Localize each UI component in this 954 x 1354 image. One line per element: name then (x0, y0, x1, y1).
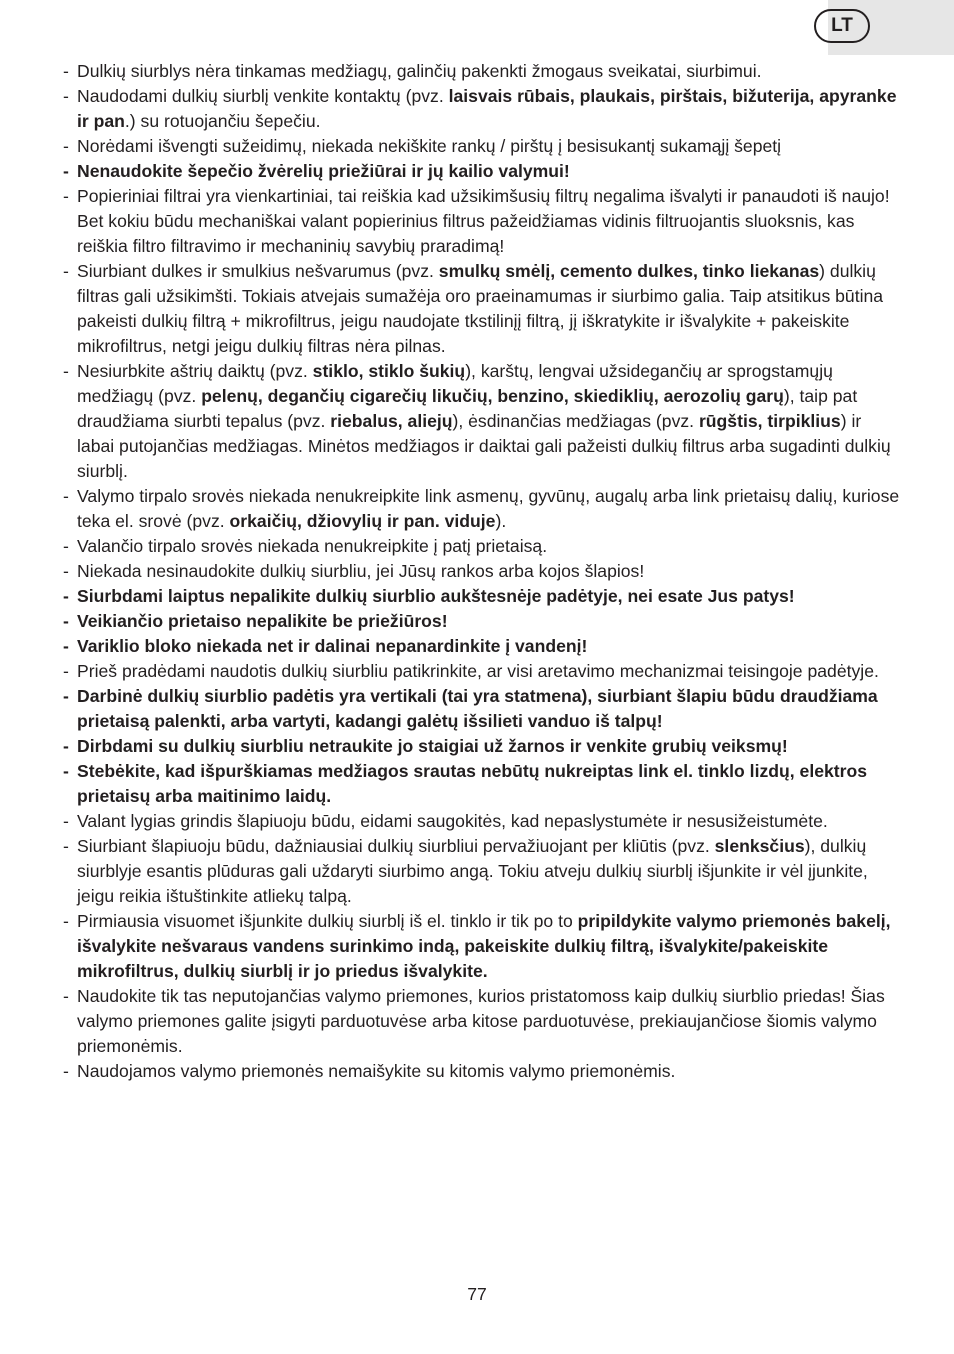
text-segment: Siurbiant dulkes ir smulkius nešvarumus (pvz. (77, 261, 439, 281)
bold-text: orkaičių, džiovylių ir pan. viduje (229, 511, 496, 531)
bold-text: slenksčius (714, 836, 805, 856)
text-segment: ) ir labai putojančias medžiagas. Minėtos medžiagos ir daiktai gali pažeisti dulkių filtrus arba sugadinti dulkių siurblį. (77, 411, 891, 481)
list-dash: - (63, 261, 69, 281)
list-dash: - (63, 761, 69, 781)
bold-text: stiklo, stiklo šukių (312, 361, 466, 381)
bold-text: laisvais rūbais, plaukais, pirštais, bižuterija, apyranke ir pan (77, 86, 897, 131)
list-item (61, 659, 901, 684)
safety-instructions-list (61, 59, 901, 1084)
list-dash: - (63, 486, 69, 506)
list-item (61, 834, 901, 909)
list-dash: - (63, 636, 69, 656)
text-segment: ), taip pat draudžiama siurbti tepalus (pvz. (77, 386, 858, 431)
list-dash: - (63, 536, 69, 556)
text-segment: Siurbdami laiptus nepalikite dulkių siurblio aukštesnėje padėtyje, nei esate Jus patys! (77, 586, 795, 606)
text-segment: ), karštų, lengvai užsidegančių ar sprogstamųjų medžiagų (pvz. (77, 361, 833, 406)
bold-text: smulkų smėlį, cemento dulkes, tinko liekanas (438, 261, 820, 281)
text-segment: Valymo tirpalo srovės niekada nenukreipkite link asmenų, gyvūnų, augalų arba link prietaisų dalių, kuriose teka el. srovė (pvz. (77, 486, 900, 531)
list-item (61, 984, 901, 1059)
list-item (61, 684, 901, 734)
list-item (61, 909, 901, 984)
list-item (61, 809, 901, 834)
list-dash: - (63, 361, 69, 381)
text-segment: Naudodami dulkių siurblį venkite kontaktų (pvz. (77, 86, 449, 106)
list-dash: - (63, 161, 69, 181)
language-badge: LT (814, 9, 870, 43)
text-segment: Niekada nesinaudokite dulkių siurbliu, jei Jūsų rankos arba kojos šlapios! (77, 561, 645, 581)
bold-text: rūgštis, tirpiklius (698, 411, 841, 431)
text-segment: Nesiurbkite aštrių daiktų (pvz. (77, 361, 313, 381)
list-item (61, 359, 901, 484)
list-item (61, 134, 901, 159)
text-segment: ), ėsdinančias medžiagas (pvz. (452, 411, 699, 431)
bold-text: pripildykite valymo priemonės bakelį, išvalykite nešvaraus vandens surinkimo indą, pakeiskite dulkių filtrą, išvalykite/pakeiskite mikrofiltrus, dulkių siurblį ir jo priedus išvalykite. (77, 911, 891, 981)
text-segment: Darbinė dulkių siurblio padėtis yra vertikali (tai yra statmena), siurbiant šlapiu būdu draudžiama prietaisą palenkti, arba vartyti, kadangi galėtų išsilieti vanduo iš talpų! (77, 686, 878, 731)
text-segment: ). (495, 511, 507, 531)
text-segment: Pirmiausia visuomet išjunkite dulkių siurblį iš el. tinklo ir tik po to (77, 911, 578, 931)
list-item (61, 484, 901, 534)
list-item (61, 584, 901, 609)
list-dash: - (63, 836, 69, 856)
list-item (61, 59, 901, 84)
list-dash: - (63, 61, 69, 81)
text-segment: ) dulkių filtras gali užsikimšti. Tokiais atvejais sumažėja oro praeinamumas ir siurbimo galia. Taip atsitikus būtina pakeisti dulkių filtrą + mikrofiltrus, jeigu naudojate tkstilinįį filtrą, jį iškratykite ir išvalykite + pakeiskite mikrofiltrus, netgi jeigu dulkių filtras nėra pilnas. (77, 261, 884, 356)
text-segment: Prieš pradėdami naudotis dulkių siurbliu patikrinkite, ar visi aretavimo mechanizmai teisingoje padėtyje. (77, 661, 879, 681)
list-dash: - (63, 686, 69, 706)
list-dash: - (63, 86, 69, 106)
list-item (61, 634, 901, 659)
text-segment: Popieriniai filtrai yra vienkartiniai, tai reiškia kad užsikimšusių filtrų negalima išvalyti ir panaudoti iš naujo! Bet kokiu būdu mechaniškai valant popierinius filtrus pažeidžiamas vidinis filtruojantis sluoksnis, kas reiškia filtro filtravimo ir mechaninių savybių praradimą! (77, 186, 890, 256)
list-dash: - (63, 1061, 69, 1081)
text-segment: Valant lygias grindis šlapiuoju būdu, eidami saugokitės, kad nepaslystumėte ir nesusižeistumėte. (77, 811, 828, 831)
text-segment: ), dulkių siurblyje esantis plūduras gali uždaryti siurbimo angą. Tokiu atveju dulkių siurblį išjunkite ir vėl įjunkite, jeigu reikia ištuštinkite atliekų talpą. (77, 836, 868, 906)
list-item (61, 534, 901, 559)
list-dash: - (63, 561, 69, 581)
list-dash: - (63, 986, 69, 1006)
list-dash: - (63, 611, 69, 631)
text-segment: Stebėkite, kad išpurškiamas medžiagos srautas nebūtų nukreiptas link el. tinklo lizdų, elektros prietaisų arba maitinimo laidų. (77, 761, 868, 806)
bold-text: pelenų, degančių cigarečių likučių, benzino, skiediklių, aerozolių garų (201, 386, 784, 406)
text-segment: Dirbdami su dulkių siurbliu netraukite jo staigiai už žarnos ir venkite grubių veiksmų! (77, 736, 788, 756)
page-number: 77 (467, 1284, 487, 1304)
list-item (61, 259, 901, 359)
list-dash: - (63, 811, 69, 831)
text-segment: Valančio tirpalo srovės niekada nenukreipkite į patį prietaisą. (77, 536, 548, 556)
list-item (61, 184, 901, 259)
list-dash: - (63, 586, 69, 606)
text-segment: Nenaudokite šepečio žvėrelių priežiūrai ir jų kailio valymui! (77, 161, 570, 181)
list-dash: - (63, 911, 69, 931)
text-segment: Naudokite tik tas neputojančias valymo priemones, kurios pristatomoss kaip dulkių siurblio priedas! Šias valymo priemones galite įsigyti parduotuvėse arba kitose parduotuvėse, prekiaujančiose šiomis valymo priemonėmis. (77, 986, 885, 1056)
list-item (61, 159, 901, 184)
list-dash: - (63, 136, 69, 156)
bold-text: riebalus, aliejų (330, 411, 453, 431)
list-dash: - (63, 661, 69, 681)
list-item (61, 1059, 901, 1084)
list-item (61, 609, 901, 634)
text-segment: .) su rotuojančiu šepečiu. (124, 111, 321, 131)
text-segment: Naudojamos valymo priemonės nemaišykite su kitomis valymo priemonėmis. (77, 1061, 676, 1081)
list-item (61, 759, 901, 809)
list-item (61, 84, 901, 134)
list-dash: - (63, 186, 69, 206)
text-segment: Norėdami išvengti sužeidimų, niekada nekiškite rankų / pirštų į besisukantį sukamąjį šepetį (77, 136, 782, 156)
text-segment: Variklio bloko niekada net ir dalinai nepanardinkite į vandenį! (77, 636, 588, 656)
text-segment: Veikiančio prietaiso nepalikite be priežiūros! (77, 611, 448, 631)
list-item (61, 734, 901, 759)
text-segment: Dulkių siurblys nėra tinkamas medžiagų, galinčių pakenkti žmogaus sveikatai, siurbimui. (77, 61, 762, 81)
list-dash: - (63, 736, 69, 756)
list-item (61, 559, 901, 584)
text-segment: Siurbiant šlapiuoju būdu, dažniausiai dulkių siurbliui pervažiuojant per kliūtis (pvz. (77, 836, 715, 856)
